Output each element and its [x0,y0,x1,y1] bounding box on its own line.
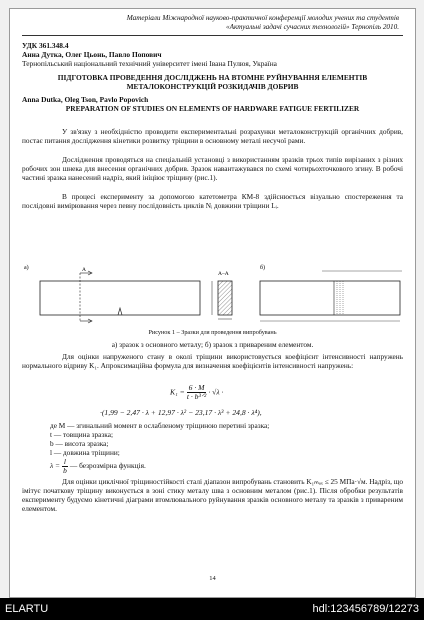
lambda-definition [50,458,146,475]
definition-l: l — довжина тріщини; [50,448,120,457]
lambda-numerator: l [63,457,66,466]
lambda-denominator: b [63,466,67,475]
specimen-base-metal [40,267,200,323]
authors-ukrainian: Анна Дутка, Олег Цьонь, Павло Попович [22,50,162,59]
paragraph-2: Дослідження проводяться на спеціальній установці з використанням зразків трьох типів вирізаних з різних робочих зон шнека для внесення органічних добрив. Зразок навантажувався по схемі чотирьохточкового згину. В робочі частині зразка нанесений надріз, який ініціює тріщину (рис.1). [22,155,403,182]
definition-m: де M — згинальний момент в ослабленому тріщиною перетині зразка; [50,421,270,430]
affiliation: Тернопільський національний технічний університет імені Івана Пулюя, Україна [22,59,277,68]
specimen-welded-element [260,271,402,321]
header-rule [22,35,403,36]
title-ukrainian: ПІДГОТОВКА ПРОВЕДЕННЯ ДОСЛІДЖЕНЬ НА ВТОМНЕ РУЙНУВАННЯ ЕЛЕМЕНТІВ МЕТАЛОКОНСТРУКЦІЙ РОЗКИДАЧІВ ДОБРИВ [57,73,368,91]
section-arrow-label: A [82,267,86,273]
formula-lhs: K₁ = [170,387,185,397]
page-number: 14 [209,575,216,582]
formula-k1 [170,384,223,401]
header-line-1: Матеріали Міжнародної науково-практичної конференції молодих учених та студентів [126,14,399,22]
definition-t: t — товщина зразка; [50,430,114,439]
figure-caption: Рисунок 1 – Зразки для проведення випробувань [148,329,277,336]
section-label: A–A [218,271,229,277]
figure-subcaption: а) зразок з основного металу; б) зразок з привареним елементом. [111,340,314,349]
specimens-drawing [22,261,403,326]
section-view [212,271,232,319]
handle-identifier[interactable]: hdl:123456789/12273 [312,603,419,615]
formula-fraction [187,384,207,401]
lambda-lhs: λ = [50,461,61,471]
paragraph-4: Для оцінки напруженого стану в околі тріщини використовується коефіцієнт інтенсивності напружень нормального відриву K₁. Апроксимаційна формула для визначення коефіцієнтів інтенсивності напружень: [22,352,403,370]
lambda-fraction [62,458,68,475]
title-english: PREPARATION OF STUDIES ON ELEMENTS OF HARDWARE FATIGUE FERTILIZER [65,104,360,113]
figure-label-b: б) [260,265,266,271]
paragraph-3: В процесі експерименту за допомогою катетометра КМ-8 здійснюється візуально спостереження та послідовні вимірювання через певну послідовність циклів Nᵢ довжини тріщини Lᵢ. [22,192,403,210]
udk-code: УДК 361.348.4 [22,41,69,50]
paragraph-1: У зв'язку з необхідністю проводити експериментальні розрахунки металоконструкцій органічних добрив, постає питання дослідження кінетики розвитку тріщини в основному металі несучої рами. [22,127,403,145]
header-line-2: «Актуальні задачі сучасних технологій» Тернопіль 2010. [226,23,399,31]
definition-b: b — висота зразка; [50,439,109,448]
figure-label-a: а) [24,265,29,271]
formula-polynomial: ·(1,99 − 2,47 · λ + 12,97 · λ² − 23,17 · λ³ + 24,8 · λ⁴), [100,408,262,417]
formula-numerator: 6 · M [188,383,205,392]
repository-name: ELARTU [5,603,49,615]
document-page [9,8,416,598]
authors-english: Anna Dutka, Oleg Tson, Pavlo Popovich [22,95,149,104]
figure-specimens [22,261,403,326]
formula-tail: · √λ · [208,387,224,397]
formula-denominator: t · b³ᐟ² [186,392,207,401]
conference-header [39,14,399,32]
lambda-text: — безрозмірна функція. [69,461,146,471]
repository-footer [0,598,424,620]
paragraph-5: Для оцінки циклічної тріщиностійкості сталі діапазон випробувань становить K₁ₘₐₓ ≤ 25 МПа·√м. Надріз, що імітує початкову тріщину виконується в зоні стику металу шва з основним металом (рис.1). Після обробки результатів експерименту будуємо кінетичні діаграми втомлювального руйнування зразків основного металу та зразків з привареним елементом. [22,477,403,513]
